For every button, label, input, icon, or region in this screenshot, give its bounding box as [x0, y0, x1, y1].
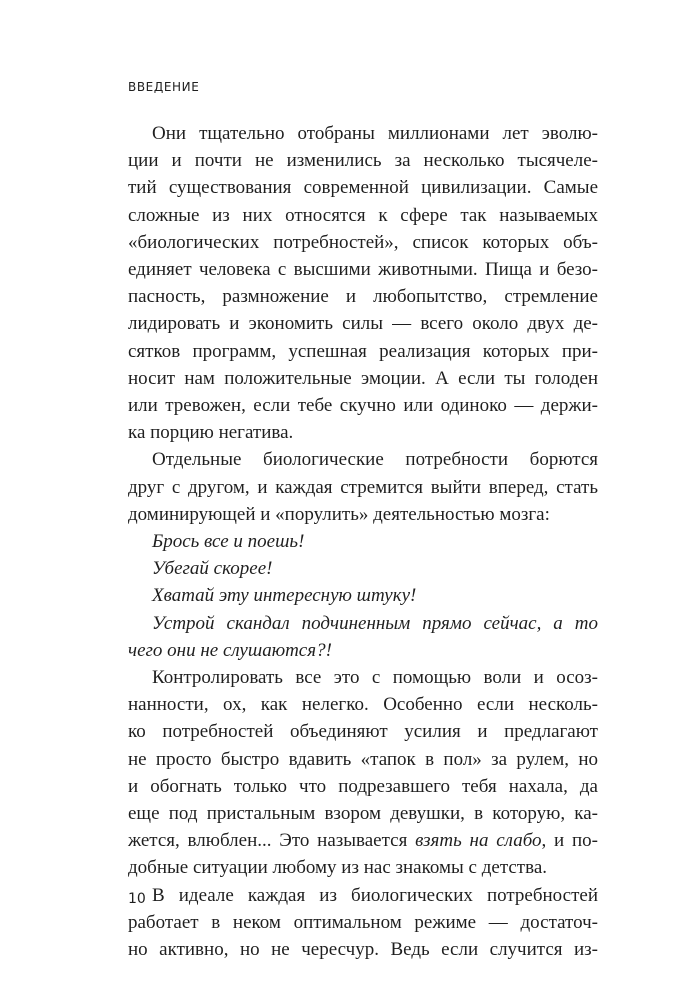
italic-phrase: взять на слабо	[415, 830, 542, 852]
text-line: сятков программ, успешная реализация которых при-	[128, 340, 598, 362]
text-line: ко потребностей объединяют усилия и предлагают	[128, 721, 598, 743]
body-text	[128, 120, 598, 963]
text-line: тий существования современной цивилизации. Самые	[128, 177, 598, 199]
text-line: пасность, размножение и любопытство, стремление	[128, 286, 598, 308]
text-line: или тревожен, если тебе скучно или одиноко — держи-	[128, 395, 598, 417]
text-line: но активно, но не чересчур. Ведь если случится из-	[128, 939, 598, 961]
page-number: 10	[128, 891, 146, 907]
text-line: Контролировать все это с помощью воли и осоз-	[152, 667, 598, 689]
text-line: носит нам положительные эмоции. А если ты голоден	[128, 367, 598, 389]
text-line: Отдельные биологические потребности борются	[152, 449, 598, 471]
text-line: доминирующей и «порулить» деятельностью мозга:	[128, 503, 550, 525]
text-line: еще под пристальным взором девушки, в которую, ка-	[128, 803, 598, 825]
italic-line: Брось все и поешь!	[152, 531, 305, 553]
text-line: Они тщательно отобраны миллионами лет эволю-	[152, 123, 598, 144]
text-line: нанности, ох, как нелегко. Особенно если несколь-	[128, 694, 598, 716]
text-line: не просто быстро вдавить «тапок в пол» за рулем, но	[128, 748, 598, 770]
text-line: и обогнать только что подрезавшего тебя нахала, да	[128, 775, 598, 797]
text-line: ции и почти не изменились за несколько тысячеле-	[128, 150, 598, 172]
text-fragment: , и по-	[541, 830, 598, 852]
text-line: лидировать и экономить силы — всего около двух де-	[128, 313, 598, 335]
italic-line: Убегай скорее!	[152, 558, 273, 580]
text-fragment: жется, влюблен... Это называется	[128, 830, 416, 852]
text-line: друг с другом, и каждая стремится выйти вперед, стать	[128, 476, 598, 498]
text-line-mixed	[128, 827, 598, 854]
italic-line: чего они не слушаются?!	[128, 639, 332, 661]
running-head: ВВЕДЕНИЕ	[128, 80, 200, 94]
italic-line: Хватай эту интересную штуку!	[152, 585, 417, 607]
text-line: единяет человека с высшими животными. Пища и безо-	[128, 259, 598, 281]
text-line: В идеале каждая из биологических потребностей	[152, 884, 598, 906]
text-line: ка порцию негатива.	[128, 422, 294, 444]
italic-line: Устрой скандал подчиненным прямо сейчас, а то	[152, 612, 598, 634]
text-line: добные ситуации любому из нас знакомы с детства.	[128, 857, 548, 879]
text-line: «биологических потребностей», список которых объ-	[128, 231, 598, 253]
text-line: работает в неком оптимальном режиме — достаточ-	[128, 911, 598, 933]
text-line: сложные из них относятся к сфере так называемых	[128, 204, 598, 226]
